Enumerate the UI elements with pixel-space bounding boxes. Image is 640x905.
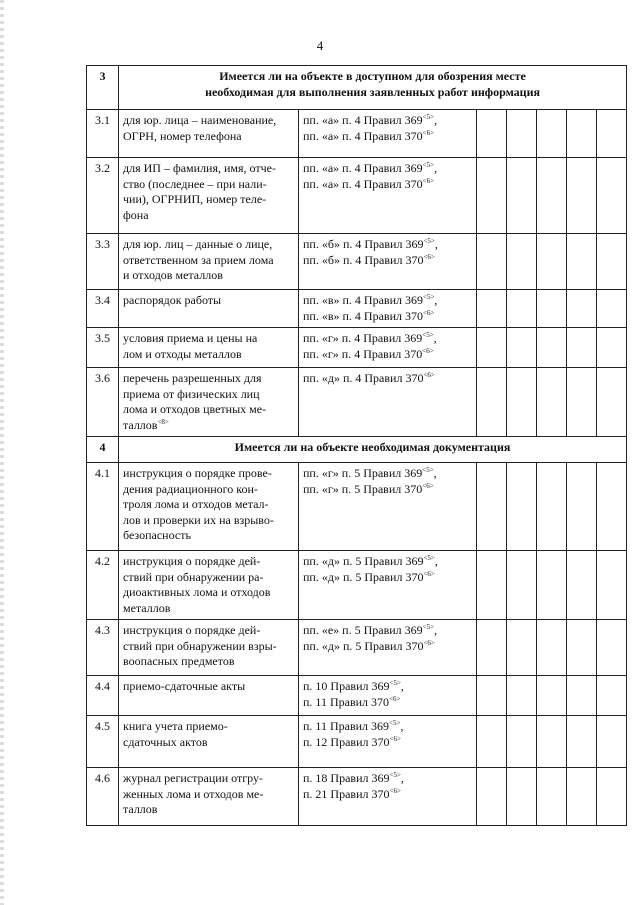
requirement-line: таллов <box>123 802 158 816</box>
answer-cell[interactable] <box>567 768 597 826</box>
requirement-line: и отходов металлов <box>123 268 223 282</box>
section-number: 3 <box>87 66 119 110</box>
footnote-mark: <5> <box>423 554 435 562</box>
answer-cell[interactable] <box>537 234 567 290</box>
reference-line: п. 11 Правил $370^{<6>}$ <box>303 694 401 709</box>
requirement-text <box>119 290 299 328</box>
requirement-line: диоактивных лома и отходов <box>123 585 271 599</box>
legal-reference <box>299 551 477 620</box>
requirement-text <box>119 110 299 158</box>
answer-cell[interactable] <box>537 716 567 768</box>
requirement-line: лов и проверки их на взрыво- <box>123 512 274 527</box>
reference-line: пп. «г» п. 4 Правил $370^{<6>}$ <box>303 346 434 361</box>
requirement-line: лома и отходов цветных ме- <box>123 402 267 416</box>
answer-cell[interactable] <box>477 368 507 437</box>
requirement-line: условия приема и цены на <box>123 331 258 345</box>
section-header-row <box>87 437 627 463</box>
reference-line: п. 11 Правил $369^{<5>}$, <box>303 719 404 733</box>
answer-cell[interactable] <box>507 234 537 290</box>
footnote-mark: <6> <box>423 252 435 261</box>
answer-cell[interactable] <box>597 328 627 368</box>
legal-reference <box>299 328 477 368</box>
table-row <box>87 234 627 290</box>
inspection-checklist-table <box>86 65 627 826</box>
section-title-line: необходимая для выполнения заявленных работ информация <box>205 84 540 99</box>
answer-cell[interactable] <box>567 551 597 620</box>
requirement-line: для юр. лица – наименование, <box>123 113 277 127</box>
item-number: 4.5 <box>87 716 119 768</box>
item-number: 4.4 <box>87 676 119 716</box>
reference-line: пп. «д» п. 5 Правил $370^{<6>}$ <box>303 638 435 653</box>
item-number: 3.1 <box>87 110 119 158</box>
footnote-mark: <5> <box>423 293 435 301</box>
requirement-line: ответственном за прием лома <box>123 252 274 267</box>
requirement-text <box>119 158 299 234</box>
answer-cell[interactable] <box>477 716 507 768</box>
answer-cell[interactable] <box>507 368 537 437</box>
answer-cell[interactable] <box>567 368 597 437</box>
answer-cell[interactable] <box>537 328 567 368</box>
answer-cell[interactable] <box>477 328 507 368</box>
table-row <box>87 768 627 826</box>
answer-cell[interactable] <box>477 158 507 234</box>
footnote-mark: <5> <box>422 113 435 121</box>
answer-cell[interactable] <box>597 234 627 290</box>
reference-line: п. 21 Правил $370^{<6>}$ <box>303 786 401 801</box>
legal-reference <box>299 368 477 437</box>
requirement-text <box>119 463 299 551</box>
footnote-mark: <6> <box>423 371 435 379</box>
legal-reference <box>299 768 477 826</box>
answer-cell[interactable] <box>567 620 597 676</box>
requirement-line: инструкция о порядке дей- <box>123 623 261 637</box>
footnote-mark: <6> <box>422 176 435 185</box>
reference-line: пп. «д» п. 5 Правил $369^{<5>}$, <box>303 554 438 568</box>
table-row <box>87 328 627 368</box>
requirement-line: металлов <box>123 600 171 615</box>
requirement-text <box>119 676 299 716</box>
footnote-mark: <8> <box>157 417 169 426</box>
reference-line: пп. «г» п. 5 Правил $370^{<6>}$ <box>303 481 434 496</box>
footnote-mark: <6> <box>423 569 435 578</box>
answer-cell[interactable] <box>537 768 567 826</box>
requirement-line: для ИП – фамилия, имя, отче- <box>123 161 276 175</box>
section-number: 4 <box>87 437 119 463</box>
footnote-mark: <5> <box>423 237 435 245</box>
page-number: 4 <box>316 38 324 53</box>
reference-line: пп. «а» п. 4 Правил $369^{<5>}$, <box>303 113 438 127</box>
table-row <box>87 290 627 328</box>
reference-line: пп. «а» п. 4 Правил $369^{<5>}$, <box>303 161 438 175</box>
requirement-line: чии), ОГРНИП, номер теле- <box>123 192 267 206</box>
table-row <box>87 716 627 768</box>
requirement-line: приема от физических лиц <box>123 386 260 401</box>
requirement-line: инструкция о порядке прове- <box>123 466 272 480</box>
legal-reference <box>299 110 477 158</box>
answer-cell[interactable] <box>597 290 627 328</box>
answer-cell[interactable] <box>597 620 627 676</box>
scan-edge-artifact <box>0 0 4 905</box>
requirement-line: безопасность <box>123 528 191 542</box>
legal-reference <box>299 158 477 234</box>
section-header-row <box>87 66 627 110</box>
legal-reference <box>299 234 477 290</box>
footnote-mark: <6> <box>389 786 401 795</box>
answer-cell[interactable] <box>567 290 597 328</box>
item-number: 3.5 <box>87 328 119 368</box>
answer-cell[interactable] <box>507 676 537 716</box>
requirement-text <box>119 368 299 437</box>
answer-cell[interactable] <box>567 328 597 368</box>
reference-line: пп. «в» п. 4 Правил $370^{<6>}$ <box>303 308 435 323</box>
footnote-mark: <5> <box>422 161 435 169</box>
answer-cell[interactable] <box>567 463 597 551</box>
table-row <box>87 620 627 676</box>
answer-cell[interactable] <box>597 768 627 826</box>
footnote-mark: <6> <box>422 128 435 137</box>
reference-line: пп. «г» п. 4 Правил $369^{<5>}$, <box>303 331 437 345</box>
item-number: 3.3 <box>87 234 119 290</box>
answer-cell[interactable] <box>537 463 567 551</box>
answer-cell[interactable] <box>537 676 567 716</box>
reference-line: п. 18 Правил $369^{<5>}$, <box>303 771 404 785</box>
footnote-mark: <5> <box>389 771 401 779</box>
answer-cell[interactable] <box>477 676 507 716</box>
answer-cell[interactable] <box>597 716 627 768</box>
requirement-line: для юр. лиц – данные о лице, <box>123 237 273 251</box>
footnote-mark: <5> <box>422 466 434 474</box>
answer-cell[interactable] <box>567 676 597 716</box>
legal-reference <box>299 620 477 676</box>
requirement-line: троля лома и отходов метал- <box>123 497 269 511</box>
legal-reference <box>299 676 477 716</box>
reference-line: пп. «е» п. 5 Правил $369^{<5>}$, <box>303 623 438 637</box>
footnote-mark: <5> <box>389 679 401 687</box>
section-title-line: Имеется ли на объекте в доступном для обозрения месте <box>219 69 526 83</box>
requirement-line: приемо-сдаточные акты <box>123 679 246 693</box>
legal-reference <box>299 716 477 768</box>
requirement-line: ОГРН, номер телефона <box>123 128 242 143</box>
answer-cell[interactable] <box>477 551 507 620</box>
answer-cell[interactable] <box>507 328 537 368</box>
requirement-line: книга учета приемо- <box>123 719 228 733</box>
item-number: 4.3 <box>87 620 119 676</box>
reference-line: пп. «д» п. 4 Правил $370^{<6>}$ <box>303 371 435 385</box>
footnote-mark: <5> <box>389 719 401 727</box>
reference-line: пп. «г» п. 5 Правил $369^{<5>}$, <box>303 466 437 480</box>
table-row <box>87 676 627 716</box>
footnote-mark: <5> <box>422 331 434 339</box>
answer-cell[interactable] <box>567 110 597 158</box>
requirement-text <box>119 234 299 290</box>
answer-cell[interactable] <box>537 551 567 620</box>
answer-cell[interactable] <box>507 620 537 676</box>
answer-cell[interactable] <box>597 368 627 437</box>
answer-cell[interactable] <box>597 110 627 158</box>
answer-cell[interactable] <box>507 158 537 234</box>
answer-cell[interactable] <box>597 551 627 620</box>
answer-cell[interactable] <box>537 158 567 234</box>
answer-cell[interactable] <box>597 676 627 716</box>
answer-cell[interactable] <box>507 551 537 620</box>
requirement-line: ствий при обнаружении взры- <box>123 638 277 653</box>
requirement-line: сдаточных актов <box>123 734 208 749</box>
answer-cell[interactable] <box>477 463 507 551</box>
legal-reference <box>299 290 477 328</box>
answer-cell[interactable] <box>477 620 507 676</box>
requirement-text <box>119 328 299 368</box>
requirement-text <box>119 768 299 826</box>
requirement-line: распорядок работы <box>123 293 222 307</box>
requirement-text <box>119 620 299 676</box>
requirement-line: фона <box>123 207 149 222</box>
answer-cell[interactable] <box>507 290 537 328</box>
reference-line: пп. «а» п. 4 Правил $370^{<6>}$ <box>303 176 435 191</box>
requirement-line: женных лома и отходов ме- <box>123 786 264 801</box>
requirement-text <box>119 716 299 768</box>
legal-reference <box>299 463 477 551</box>
requirement-line: таллов$^{<8>}$ <box>123 417 169 432</box>
reference-line: пп. «а» п. 4 Правил $370^{<6>}$ <box>303 128 435 143</box>
footnote-mark: <6> <box>423 308 435 317</box>
requirement-line: ство (последнее – при нали- <box>123 176 267 191</box>
answer-cell[interactable] <box>537 368 567 437</box>
requirement-line: журнал регистрации отгру- <box>123 771 263 785</box>
reference-line: п. 12 Правил $370^{<6>}$ <box>303 734 401 749</box>
item-number: 4.1 <box>87 463 119 551</box>
answer-cell[interactable] <box>567 234 597 290</box>
section-title <box>119 66 627 110</box>
reference-line: пп. «в» п. 4 Правил $369^{<5>}$, <box>303 293 438 307</box>
table-row <box>87 110 627 158</box>
table-row <box>87 463 627 551</box>
reference-line: п. 10 Правил $369^{<5>}$, <box>303 679 404 693</box>
item-number: 3.2 <box>87 158 119 234</box>
section-title <box>119 437 627 463</box>
answer-cell[interactable] <box>537 620 567 676</box>
requirement-line: инструкция о порядке дей- <box>123 554 261 568</box>
requirement-line: перечень разрешенных для <box>123 371 262 385</box>
answer-cell[interactable] <box>477 234 507 290</box>
answer-cell[interactable] <box>567 158 597 234</box>
answer-cell[interactable] <box>567 716 597 768</box>
answer-cell[interactable] <box>597 158 627 234</box>
answer-cell[interactable] <box>477 768 507 826</box>
answer-cell[interactable] <box>507 110 537 158</box>
reference-line: пп. «б» п. 4 Правил $369^{<5>}$, <box>303 237 438 251</box>
footnote-mark: <6> <box>423 638 435 647</box>
answer-cell[interactable] <box>507 463 537 551</box>
section-title-line: Имеется ли на объекте необходимая документация <box>234 440 511 454</box>
table-row <box>87 368 627 437</box>
requirement-line: ствий при обнаружении ра- <box>123 569 264 584</box>
footnote-mark: <6> <box>422 481 434 490</box>
answer-cell[interactable] <box>507 768 537 826</box>
footnote-mark: <6> <box>422 346 434 355</box>
answer-cell[interactable] <box>597 463 627 551</box>
footnote-mark: <6> <box>389 694 401 703</box>
item-number: 3.6 <box>87 368 119 437</box>
reference-line: пп. «д» п. 5 Правил $370^{<6>}$ <box>303 569 435 584</box>
item-number: 3.4 <box>87 290 119 328</box>
item-number: 4.6 <box>87 768 119 826</box>
requirement-line: лом и отходы металлов <box>123 346 242 361</box>
answer-cell[interactable] <box>507 716 537 768</box>
answer-cell[interactable] <box>537 110 567 158</box>
requirement-text <box>119 551 299 620</box>
requirement-line: дения радиационного кон- <box>123 481 258 496</box>
reference-line: пп. «б» п. 4 Правил $370^{<6>}$ <box>303 252 435 267</box>
answer-cell[interactable] <box>537 290 567 328</box>
requirement-line: воопасных предметов <box>123 654 235 668</box>
footnote-mark: <5> <box>422 623 435 631</box>
answer-cell[interactable] <box>477 290 507 328</box>
footnote-mark: <6> <box>389 734 401 743</box>
answer-cell[interactable] <box>477 110 507 158</box>
table-row <box>87 551 627 620</box>
item-number: 4.2 <box>87 551 119 620</box>
table-row <box>87 158 627 234</box>
